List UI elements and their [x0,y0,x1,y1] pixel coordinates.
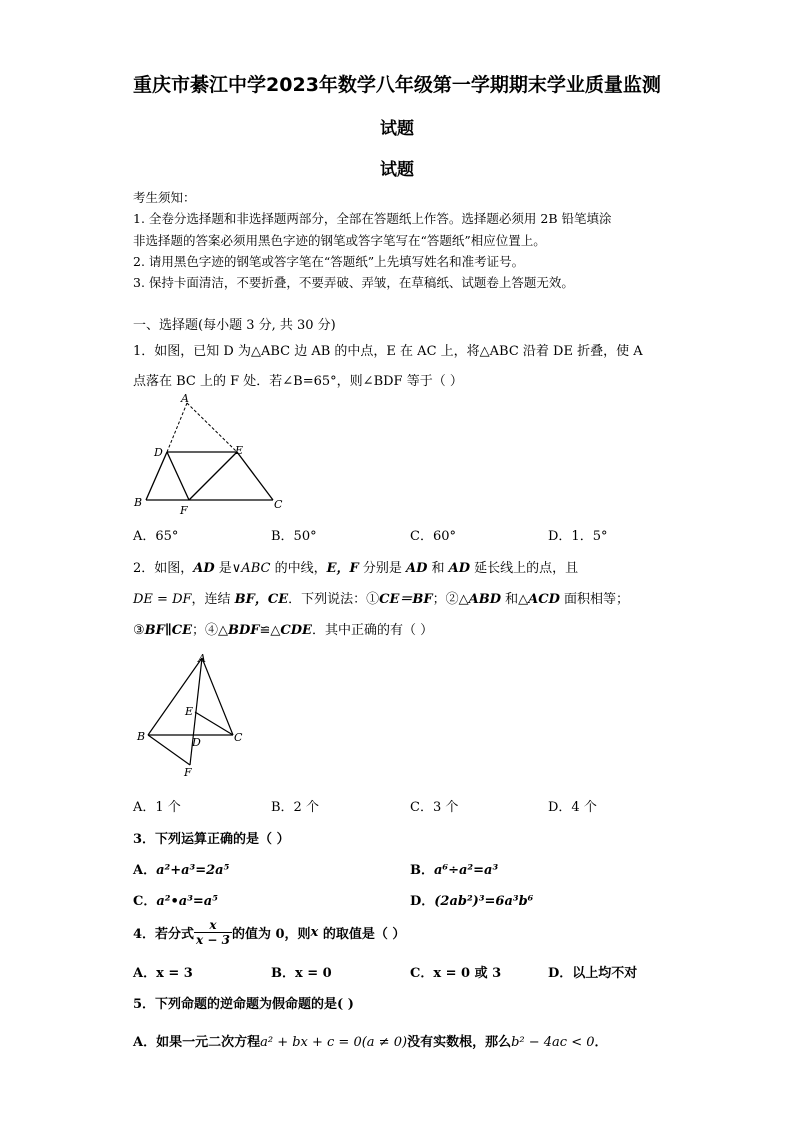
q1-fold-line-ad [167,403,187,452]
q1-option-c[interactable]: C．60° [410,529,456,544]
q2-label-e: E [185,705,194,718]
q1-label-c: C [274,498,283,511]
q4-option-c[interactable]: C．x = 0 或 3 [410,966,502,981]
q1-option-b[interactable]: B．50° [271,529,317,544]
q3-option-c[interactable]: C．a²•a³=a⁵ [133,894,218,909]
notice-item: 3. 保持卡面清洁，不要折叠，不要弄破、弄皱，在草稿纸、试题卷上答题无效。 [133,275,574,290]
notice-item: 1. 全卷分选择题和非选择题两部分，全部在答题纸上作答。选择题必须用 2B 铅笔填涂 [133,211,612,226]
notice-heading: 考生须知： [133,190,196,205]
q4-fraction: $\frac{x}{x - 3}$ [196,918,230,947]
section-heading: 一、选择题(每小题 3 分, 共 30 分) [133,318,336,333]
q2-segment-ce [195,712,233,735]
q5-stem: 5．下列命题的逆命题为假命题的是( ) [133,997,354,1012]
q2-label-f: F [184,766,192,779]
page-subtitle: 试题 [380,119,414,139]
q1-stem-line1: 1．如图，已知 D 为△ABC 边 AB 的中点，E 在 AC 上，将△ABC 沿着 DE 折叠，使 A [133,344,643,359]
q2-label-c: C [234,731,243,744]
notice-item: 非选择题的答案必须用黑色字迹的钢笔或答字笔写在“答题纸”相应位置上。 [133,233,546,248]
q1-label-b: B [134,496,143,509]
q2-label-b: B [137,730,146,743]
q2-side-ab [148,658,202,735]
q3-option-a[interactable]: A．a²+a³=2a⁵ [133,863,230,878]
q2-side-ac [202,658,233,735]
q1-label-d: D [154,446,163,459]
q1-label-f: F [180,504,188,517]
q2-triangle-figure [130,648,255,783]
q1-segment-df [167,452,189,500]
q4-stem: 4．若分式 $\frac{x}{x - 3}$ 的值为 0，则x 的取值是（ ） [133,918,406,947]
notice-item: 2. 请用黑色字迹的钢笔或答字笔在“答题纸”上先填写姓名和准考证号。 [133,254,525,269]
q2-stem-line3: ③BF∥CE；④△BDF≌△CDE．其中正确的有（ ） [133,623,434,638]
q2-stem-line2: DE = DF，连结 BF，CE．下列说法：①CE＝BF；②△ABD 和△ACD 面积相等； [133,592,629,607]
page-title: 重庆市綦江中学2023年数学八年级第一学期期末学业质量监测 [133,74,661,96]
q1-side-bd [146,452,167,500]
q1-label-a: A [181,392,189,405]
q2-segment-bf [148,735,190,765]
q2-option-a[interactable]: A．1 个 [133,800,181,815]
q2-label-d: D [192,736,201,749]
q1-side-ce [237,452,273,500]
q2-option-c[interactable]: C．3 个 [410,800,459,815]
q4-option-b[interactable]: B．x = 0 [271,966,332,981]
q2-stem-line1: 2．如图，AD 是∨ABC 的中线，E，F 分别是 AD 和 AD 延长线上的点，且 [133,561,579,576]
q2-option-b[interactable]: B．2 个 [271,800,319,815]
q2-option-d[interactable]: D．4 个 [548,800,597,815]
q3-stem: 3．下列运算正确的是（ ） [133,832,290,847]
q1-label-e: E [235,444,244,457]
q1-option-a[interactable]: A．65° [133,529,179,544]
q2-label-a: A [198,652,206,665]
q1-stem-line2: 点落在 BC 上的 F 处．若∠B=65°，则∠BDF 等于（ ） [133,374,463,389]
q1-segment-ef [189,452,237,500]
page-subtitle-2: 试题 [380,160,414,180]
q3-option-d[interactable]: D．(2ab²)³=6a³b⁶ [410,894,534,909]
q3-option-b[interactable]: B．a⁶÷a²=a³ [410,863,499,878]
q5-option-a[interactable]: A．如果一元二次方程a² + bx + c = 0(a ≠ 0)没有实数根，那么b² − 4ac < 0． [133,1035,608,1050]
q4-option-d[interactable]: D．以上均不对 [548,966,638,981]
q4-option-a[interactable]: A．x = 3 [133,966,193,981]
q1-triangle-figure [130,390,290,520]
q1-fold-line-ae [187,403,237,452]
q1-option-d[interactable]: D．1．5° [548,529,608,544]
